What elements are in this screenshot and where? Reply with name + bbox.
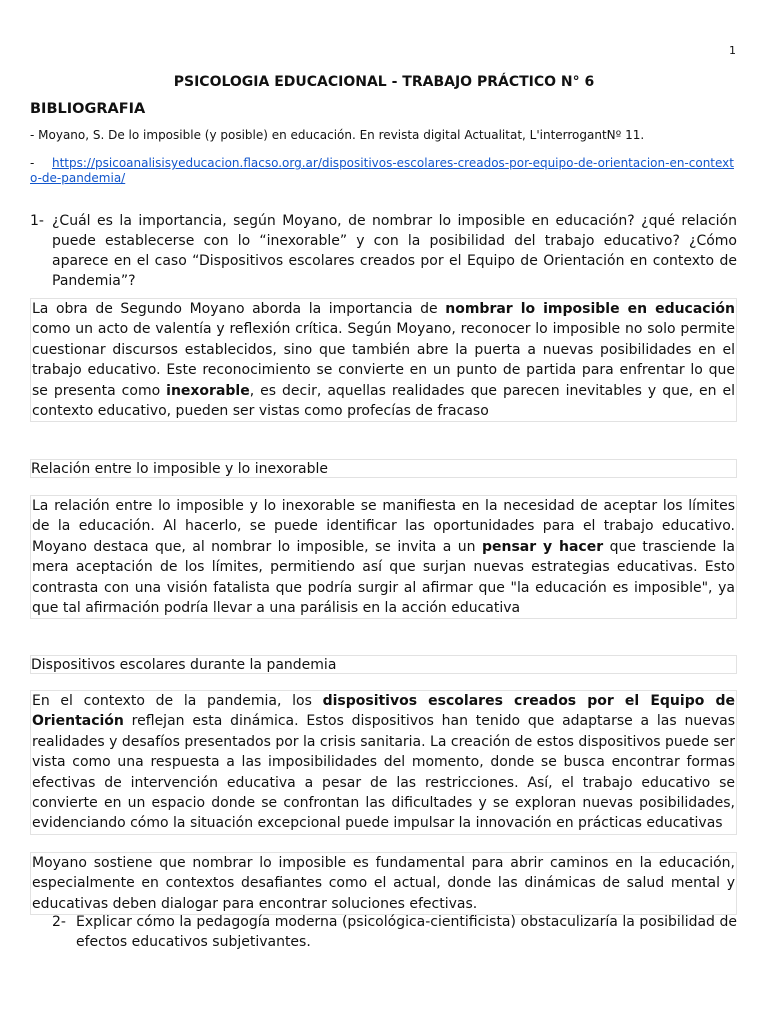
answer-p3-bold-dispositivos: dispositivos escolares creados por el Equipo de Orientación <box>32 693 735 730</box>
question-2-text: Explicar cómo la pedagogía moderna (psicológica-cientificista) obstaculizaría la posibilidad de efectos educativos subjetivantes. <box>76 914 737 950</box>
answer-p3-text-c: reflejan esta dinámica. Estos dispositivos han tenido que adaptarse a las nuevas realidades y desafíos presentados por la crisis sanitaria. La creación de estos dispositivos puede ser vista como una respuesta a las imposibilidades del momento, donde se busca encontrar formas efectivas de intervención educativa a pesar de las restricciones. Así, el trabajo educativo se convierte en un espacio donde se confrontan las dificultades y se exploran nuevas posibilidades, evidenciando cómo la situación excepcional puede impulsar la innovación en prácticas educativas <box>32 713 736 832</box>
flacso-link[interactable]: https://psicoanalisisyeducacion.flacso.org.ar/dispositivos-escolares-creados-por-equipo-de-orientacion-en-contexto-de-pandemia/ <box>30 156 734 185</box>
page-number: 1 <box>729 44 736 57</box>
section-heading-imposible-inexorable: Relación entre lo imposible y lo inexorable <box>30 459 737 478</box>
question-2-number: 2- <box>52 914 66 930</box>
answer-p2-text-c: que trasciende la mera aceptación de los límites, permitiendo así que surjan nuevas estrategias educativas. Esto contrasta con una visión fatalista que podría surgir al afirmar que "la educación es imposible", ya que tal afirmación podría llevar a una parálisis en la acción educativa <box>32 538 735 617</box>
answer-paragraph-1 <box>30 298 737 422</box>
answer-p2-bold-pensar-hacer: pensar y hacer <box>481 538 604 555</box>
bibliography-item-moyano: - Moyano, S. De lo imposible (y posible) en educación. En revista digital Actualitat, L'interrogantNº 11. <box>30 128 645 142</box>
section-heading-dispositivos: Dispositivos escolares durante la pandemia <box>30 655 737 674</box>
answer-p1-bold-imposible: nombrar lo imposible en educación <box>445 301 735 317</box>
bibliography-item-link <box>30 156 740 186</box>
answer-p3-text-a: En el contexto de la pandemia, los <box>32 693 323 709</box>
bibliography-heading: BIBLIOGRAFIA <box>30 101 146 117</box>
question-2 <box>52 912 737 952</box>
question-1 <box>30 211 737 291</box>
question-1-number: 1- <box>30 213 44 229</box>
question-1-text: ¿Cuál es la importancia, según Moyano, de nombrar lo imposible en educación? ¿qué relación puede establecerse con lo “inexorable” y con la posibilidad del trabajo educativo? ¿Cómo aparece en el caso “Dispositivos escolares creados por el Equipo de Orientación en contexto de Pandemia”? <box>52 213 737 289</box>
document-title: PSICOLOGIA EDUCACIONAL - TRABAJO PRÁCTICO N° 6 <box>173 74 595 90</box>
answer-p1-bold-inexorable: inexorable <box>166 382 250 399</box>
answer-p2-text-a: La relación entre lo imposible y lo inexorable se manifiesta en la necesidad de aceptar los límites de la educación. Al hacerlo, se puede identificar las oportunidades para el trabajo educativo. Moyano destaca que, al nombrar lo imposible, se invita a un <box>32 498 735 555</box>
answer-p1-text-c: como un acto de valentía y reflexión crítica. Según Moyano, reconocer lo imposible no solo permite cuestionar discursos establecidos, sino que también abre la puerta a nuevas posibilidades en el trabajo educativo. Este reconocimiento se convierte en un punto de partida para enfrentar lo que se presenta como <box>32 321 735 399</box>
answer-paragraph-2 <box>30 495 737 619</box>
bibliography-dash: - <box>30 156 35 170</box>
answer-p1-text-a: La obra de Segundo Moyano aborda la importancia de <box>32 301 446 317</box>
answer-paragraph-3 <box>30 690 737 835</box>
answer-p1-text-e: , es decir, aquellas realidades que parecen inevitables y que, en el contexto educativo, pueden ser vistas como profecías de fracaso <box>32 382 735 420</box>
answer-paragraph-4: Moyano sostiene que nombrar lo imposible es fundamental para abrir caminos en la educación, especialmente en contextos desafiantes como el actual, donde las dinámicas de salud mental y educativas deben dialogar para encontrar soluciones efectivas. <box>30 852 737 915</box>
